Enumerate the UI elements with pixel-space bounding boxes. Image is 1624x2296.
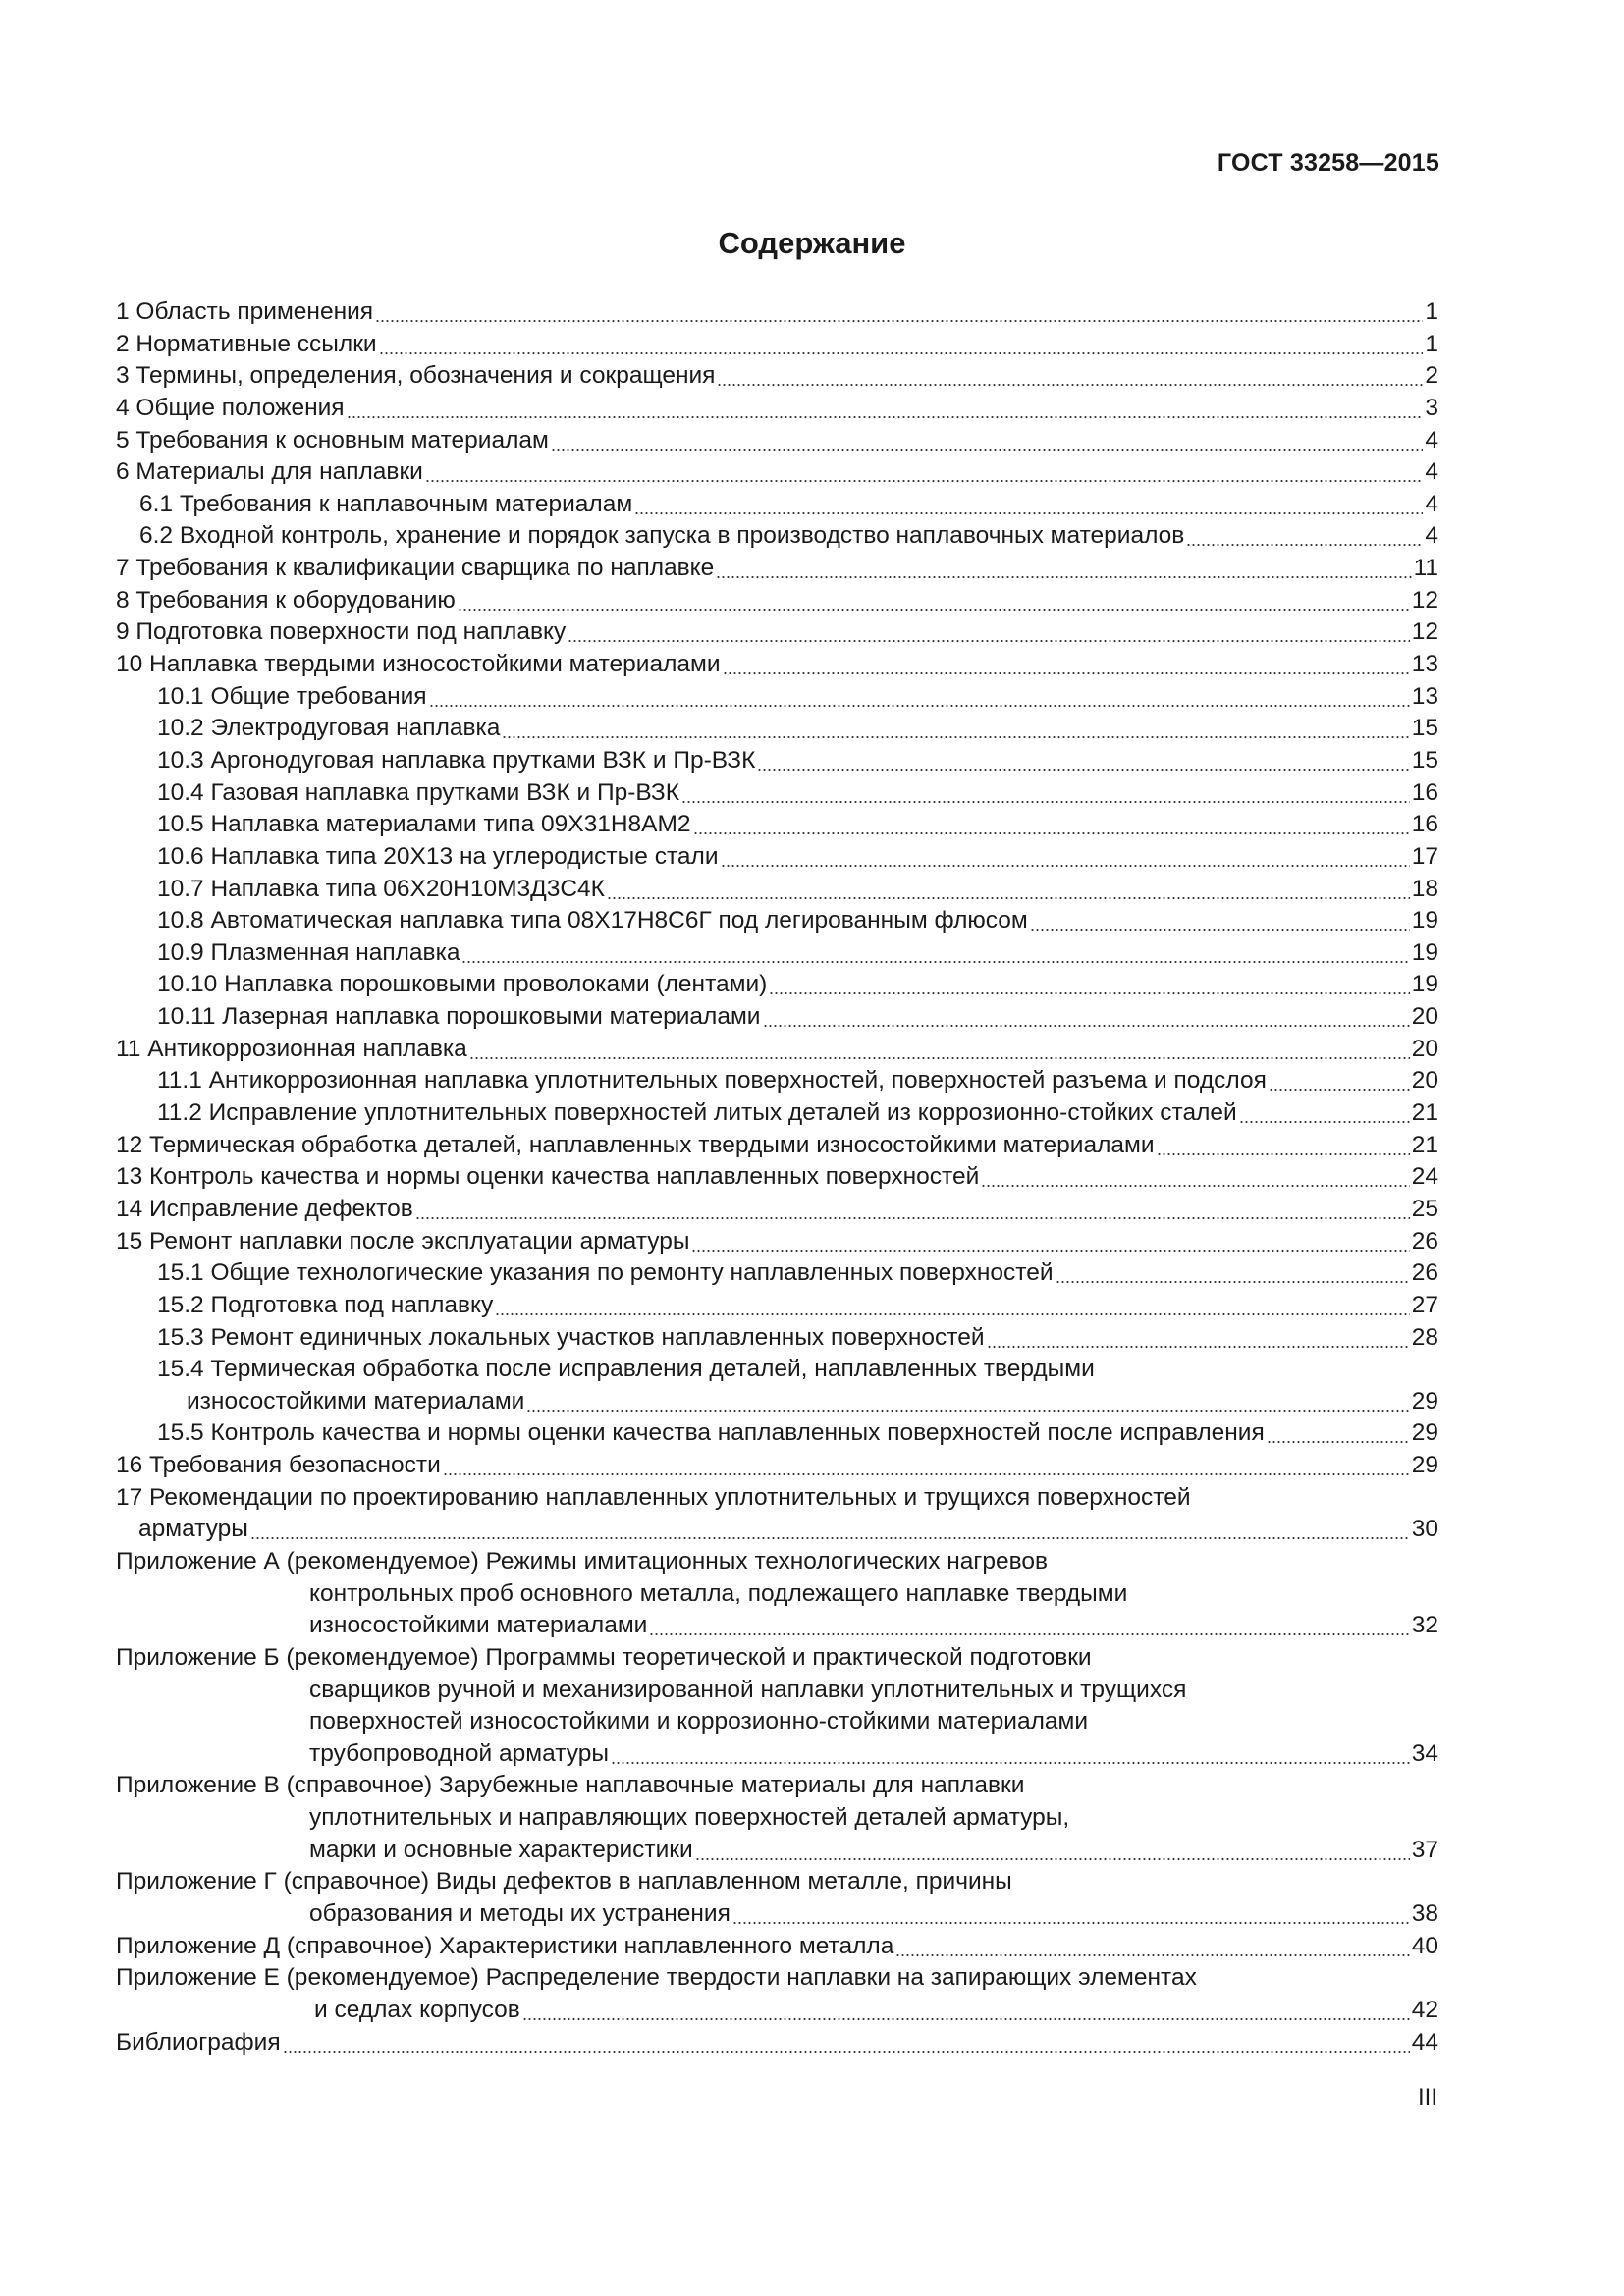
toc-entry-title: 15 Ремонт наплавки после эксплуатации арматуры	[116, 1227, 690, 1255]
toc-line	[116, 393, 1438, 425]
toc-entry[interactable]	[116, 489, 1438, 521]
toc-line	[116, 1802, 1438, 1835]
toc-entry[interactable]	[116, 1065, 1438, 1097]
toc-entry[interactable]	[116, 393, 1438, 425]
toc-entry[interactable]	[116, 905, 1438, 937]
toc-page-number: 4	[1425, 522, 1438, 550]
toc-entry-title: 16 Требования безопасности	[116, 1452, 441, 1479]
toc-line	[116, 681, 1438, 714]
dot-leader	[526, 1386, 1409, 1418]
dot-leader	[987, 1322, 1410, 1355]
dot-leader	[649, 1610, 1409, 1642]
dot-leader	[981, 1161, 1409, 1194]
toc-page-number: 13	[1411, 682, 1438, 710]
toc-page-number: 37	[1411, 1836, 1438, 1863]
toc-entry[interactable]	[116, 520, 1438, 553]
toc-line	[116, 1931, 1438, 1963]
toc-page-number: 1	[1425, 330, 1438, 357]
toc-entry-title: 17 Рекомендации по проектированию наплавленных уплотнительных и трущихся поверхностей	[116, 1483, 1191, 1511]
toc-page-number: 26	[1411, 1227, 1438, 1255]
toc-entry-title: марки и основные характеристики	[309, 1836, 693, 1863]
toc-entry-title: 15.3 Ремонт единичных локальных участков наплавленных поверхностей	[157, 1323, 985, 1351]
toc-line	[116, 1898, 1438, 1931]
toc-line	[116, 874, 1438, 906]
toc-entry-title: 6 Материалы для наплавки	[116, 458, 423, 486]
toc-entry[interactable]	[116, 1450, 1438, 1482]
toc-line	[116, 585, 1438, 617]
toc-entry-title: 10.4 Газовая наплавка прутками ВЗК и Пр-ВЗК	[157, 778, 680, 806]
toc-page-number: 15	[1411, 715, 1438, 742]
toc-entry-title: 10.11 Лазерная наплавка порошковыми материалами	[157, 1003, 761, 1031]
toc-line	[116, 1738, 1438, 1771]
toc-entry-title: 7 Требования к квалификации сварщика по наплавке	[116, 555, 715, 582]
toc-page-number: 34	[1411, 1739, 1438, 1767]
toc-page-number: 28	[1411, 1323, 1438, 1351]
dot-leader	[1157, 1130, 1410, 1162]
toc-line	[116, 1001, 1438, 1034]
dot-leader	[443, 1450, 1410, 1482]
toc-page-number: 20	[1411, 1035, 1438, 1062]
toc-line	[116, 456, 1438, 489]
toc-entry[interactable]	[116, 1290, 1438, 1322]
dot-leader	[375, 296, 1423, 329]
toc-entry[interactable]	[116, 1257, 1438, 1290]
dot-leader	[1030, 905, 1410, 937]
toc-entry[interactable]	[116, 1226, 1438, 1258]
toc-page-number: 12	[1411, 586, 1438, 614]
document-code: ГОСТ 33258—2015	[1217, 149, 1439, 177]
toc-entry-title: сварщиков ручной и механизированной наплавки уплотнительных и трущихся	[309, 1676, 1187, 1703]
toc-entry-title: Приложение Б (рекомендуемое) Программы теоретической и практической подготовки	[116, 1643, 1092, 1671]
toc-page-number: 24	[1411, 1163, 1438, 1191]
toc-line	[116, 1257, 1438, 1290]
dot-leader	[429, 681, 1410, 714]
toc-page-number: 29	[1411, 1452, 1438, 1479]
toc-line	[116, 1835, 1438, 1867]
toc-entry-title: уплотнительных и направляющих поверхностей деталей арматуры,	[309, 1804, 1070, 1832]
toc-entry[interactable]	[116, 1161, 1438, 1194]
dot-leader	[611, 1738, 1410, 1771]
dot-leader	[716, 553, 1411, 585]
toc-line	[116, 1194, 1438, 1226]
toc-line	[116, 1995, 1438, 2027]
toc-entry[interactable]	[116, 745, 1438, 777]
toc-entry-title: 10.8 Автоматическая наплавка типа 08Х17Н8С6Г под легированным флюсом	[157, 907, 1028, 934]
toc-page-number: 16	[1411, 778, 1438, 806]
toc-line	[116, 1642, 1438, 1675]
toc-entry[interactable]	[116, 1770, 1438, 1866]
dot-leader	[895, 1931, 1409, 1963]
toc-entry[interactable]	[116, 874, 1438, 906]
toc-line	[116, 937, 1438, 970]
dot-leader	[721, 841, 1410, 874]
toc-entry-title: 10.5 Наплавка материалами типа 09Х31Н8АМ2	[157, 811, 691, 838]
page-number: III	[1417, 2084, 1437, 2110]
toc-line	[116, 1161, 1438, 1194]
toc-entry[interactable]	[116, 2027, 1438, 2059]
toc-entry[interactable]	[116, 1034, 1438, 1066]
toc-entry-title: 12 Термическая обработка деталей, наплавленных твердыми износостойкими материалами	[116, 1131, 1155, 1158]
toc-entry-title: 11.1 Антикоррозионная наплавка уплотнительных поверхностей, поверхностей разъема и подслоя	[157, 1067, 1267, 1095]
toc-entry[interactable]	[116, 329, 1438, 361]
toc-entry[interactable]	[116, 937, 1438, 970]
dot-leader	[691, 1226, 1409, 1258]
toc-line	[116, 553, 1438, 585]
toc-line	[116, 1514, 1438, 1546]
toc-entry-title: 11.2 Исправление уплотнительных поверхностей литых деталей из коррозионно-стойких сталей	[157, 1099, 1237, 1127]
toc-line	[116, 489, 1438, 521]
toc-entry[interactable]	[116, 1194, 1438, 1226]
toc-entry-title: Приложение Г (справочное) Виды дефектов в наплавленном металле, причины	[116, 1868, 1012, 1896]
toc-line	[116, 520, 1438, 553]
toc-entry[interactable]	[116, 1354, 1438, 1417]
toc-page-number: 13	[1411, 651, 1438, 678]
dot-leader	[681, 777, 1410, 810]
toc-entry-title: 10.1 Общие требования	[157, 682, 427, 710]
toc-entry-title: износостойкими материалами	[309, 1612, 648, 1639]
dot-leader	[717, 360, 1423, 393]
toc-line	[116, 1034, 1438, 1066]
toc-page-number: 29	[1411, 1387, 1438, 1415]
toc-entry-title: 8 Требования к оборудованию	[116, 586, 456, 614]
toc-line	[116, 649, 1438, 681]
toc-entry[interactable]	[116, 1962, 1438, 2026]
toc-entry[interactable]	[116, 1001, 1438, 1034]
toc-line	[116, 1065, 1438, 1097]
dot-leader	[732, 1898, 1410, 1931]
dot-leader	[763, 1001, 1410, 1034]
dot-leader	[1267, 1417, 1410, 1450]
toc-entry[interactable]	[116, 585, 1438, 617]
toc-line	[116, 1130, 1438, 1162]
toc-page-number: 27	[1411, 1291, 1438, 1318]
toc-line	[116, 1962, 1438, 1995]
toc-entry-title: Приложение А (рекомендуемое) Режимы имитационных технологических нагревов	[116, 1547, 1048, 1575]
toc-page-number: 19	[1411, 907, 1438, 934]
dot-leader	[551, 425, 1423, 457]
dot-leader	[634, 489, 1423, 521]
toc-line	[116, 1226, 1438, 1258]
toc-line	[116, 969, 1438, 1001]
toc-line	[116, 1450, 1438, 1482]
toc-line	[116, 841, 1438, 874]
toc-page-number: 18	[1411, 875, 1438, 902]
dot-leader	[757, 745, 1409, 777]
toc-entry[interactable]	[116, 616, 1438, 649]
toc-entry-title: 2 Нормативные ссылки	[116, 330, 377, 357]
toc-page-number: 1	[1425, 298, 1438, 325]
toc-page-number: 19	[1411, 938, 1438, 966]
page-title: Содержание	[718, 226, 906, 260]
toc-entry-title: 15.2 Подготовка под наплавку	[157, 1291, 494, 1318]
table-of-contents	[116, 296, 1438, 2058]
toc-line	[116, 296, 1438, 329]
dot-leader	[379, 329, 1424, 361]
toc-page-number: 17	[1411, 842, 1438, 870]
dot-leader	[1056, 1257, 1410, 1290]
toc-entry[interactable]	[116, 456, 1438, 489]
toc-page-number: 20	[1411, 1003, 1438, 1031]
dot-leader	[1186, 520, 1423, 553]
toc-entry-title: 6.2 Входной контроль, хранение и порядок запуска в производство наплавочных материалов	[139, 522, 1185, 550]
toc-page-number: 3	[1425, 394, 1438, 421]
toc-entry[interactable]	[116, 1546, 1438, 1642]
toc-entry[interactable]	[116, 1322, 1438, 1355]
toc-entry-title: 10.2 Электродуговая наплавка	[157, 715, 501, 742]
toc-entry[interactable]	[116, 360, 1438, 393]
toc-entry-title: Приложение Е (рекомендуемое) Распределение твердости наплавки на запирающих элементах	[116, 1964, 1197, 1992]
toc-entry-title: 5 Требования к основным материалам	[116, 426, 549, 454]
toc-entry-title: арматуры	[138, 1516, 248, 1543]
toc-line	[116, 1706, 1438, 1738]
toc-entry-title: образования и методы их устранения	[309, 1900, 731, 1928]
dot-leader	[693, 809, 1410, 841]
toc-entry-title: 6.1 Требования к наплавочным материалам	[139, 490, 633, 517]
toc-line	[116, 745, 1438, 777]
toc-page-number: 4	[1425, 458, 1438, 486]
dot-leader	[347, 393, 1424, 425]
toc-line	[116, 1482, 1438, 1515]
toc-page-number: 32	[1411, 1612, 1438, 1639]
toc-entry[interactable]	[116, 1417, 1438, 1450]
toc-entry[interactable]	[116, 1097, 1438, 1130]
toc-entry[interactable]	[116, 841, 1438, 874]
dot-leader	[495, 1290, 1409, 1322]
toc-line	[116, 2027, 1438, 2059]
toc-page-number: 4	[1425, 426, 1438, 454]
toc-page-number: 19	[1411, 971, 1438, 998]
toc-line	[116, 809, 1438, 841]
toc-entry-title: поверхностей износостойкими и коррозионно-стойкими материалами	[309, 1708, 1089, 1735]
dot-leader	[458, 585, 1410, 617]
dot-leader	[607, 874, 1410, 906]
toc-entry-title: 10.7 Наплавка типа 06Х20Н10М3Д3С4К	[157, 875, 605, 902]
toc-line	[116, 616, 1438, 649]
dot-leader	[723, 649, 1410, 681]
toc-entry[interactable]	[116, 809, 1438, 841]
dot-leader	[769, 969, 1409, 1001]
toc-line	[116, 777, 1438, 810]
toc-line	[116, 1354, 1438, 1386]
toc-entry-title: трубопроводной арматуры	[309, 1739, 609, 1767]
toc-entry-title: 15.4 Термическая обработка после исправления деталей, наплавленных твердыми	[157, 1356, 1095, 1383]
dot-leader	[425, 456, 1424, 489]
toc-page-number: 12	[1411, 618, 1438, 646]
toc-line	[116, 425, 1438, 457]
toc-entry-title: 13 Контроль качества и нормы оценки качества наплавленных поверхностей	[116, 1163, 980, 1191]
toc-entry[interactable]	[116, 1642, 1438, 1771]
toc-entry[interactable]	[116, 553, 1438, 585]
toc-line	[116, 1290, 1438, 1322]
toc-entry[interactable]	[116, 425, 1438, 457]
toc-page-number: 44	[1411, 2028, 1438, 2056]
toc-entry-title: 10.9 Плазменная наплавка	[157, 938, 460, 966]
toc-page-number: 42	[1411, 1996, 1438, 2023]
toc-line	[116, 1097, 1438, 1130]
toc-entry[interactable]	[116, 1130, 1438, 1162]
toc-entry-title: 10.10 Наплавка порошковыми проволоками (лентами)	[157, 971, 768, 998]
toc-entry-title: 9 Подготовка поверхности под наплавку	[116, 618, 567, 646]
dot-leader	[469, 1034, 1410, 1066]
toc-entry-title: Библиография	[116, 2028, 281, 2056]
toc-line	[116, 1322, 1438, 1355]
toc-line	[116, 1675, 1438, 1707]
toc-entry-title: Приложение В (справочное) Зарубежные наплавочные материалы для наплавки	[116, 1772, 1025, 1799]
toc-entry[interactable]	[116, 1866, 1438, 1930]
toc-page-number: 38	[1411, 1900, 1438, 1928]
toc-page-number: 29	[1411, 1419, 1438, 1447]
toc-entry-title: и седлах корпусов	[314, 1996, 520, 2023]
toc-entry-title: 10.6 Наплавка типа 20Х13 на углеродистые стали	[157, 842, 719, 870]
toc-entry-title: 4 Общие положения	[116, 394, 345, 421]
toc-page-number: 25	[1411, 1195, 1438, 1222]
toc-line	[116, 1866, 1438, 1898]
dot-leader	[502, 713, 1409, 745]
toc-entry-title: контрольных проб основного металла, подлежащего наплавке твердыми	[309, 1579, 1128, 1607]
toc-entry-title: 10 Наплавка твердыми износостойкими материалами	[116, 651, 721, 678]
toc-page-number: 26	[1411, 1259, 1438, 1287]
toc-line	[116, 1417, 1438, 1450]
dot-leader	[1269, 1065, 1410, 1097]
dot-leader	[1239, 1097, 1410, 1130]
toc-page-number: 21	[1411, 1099, 1438, 1127]
toc-entry-title: 3 Термины, определения, обозначения и сокращения	[116, 362, 716, 390]
toc-line	[116, 713, 1438, 745]
toc-line	[116, 329, 1438, 361]
toc-entry[interactable]	[116, 1931, 1438, 1963]
toc-entry-title: износостойкими материалами	[187, 1387, 525, 1415]
toc-entry[interactable]	[116, 777, 1438, 810]
toc-entry[interactable]	[116, 649, 1438, 681]
toc-entry[interactable]	[116, 969, 1438, 1001]
toc-entry-title: 15.1 Общие технологические указания по ремонту наплавленных поверхностей	[157, 1259, 1054, 1287]
toc-page-number: 16	[1411, 811, 1438, 838]
toc-line	[116, 905, 1438, 937]
dot-leader	[461, 937, 1409, 970]
toc-page-number: 15	[1411, 746, 1438, 774]
dot-leader	[695, 1835, 1410, 1867]
toc-entry-title: 1 Область применения	[116, 298, 374, 325]
toc-page-number: 40	[1411, 1932, 1438, 1959]
toc-line	[116, 360, 1438, 393]
toc-page-number: 2	[1425, 362, 1438, 390]
toc-line	[116, 1546, 1438, 1578]
toc-entry[interactable]	[116, 1482, 1438, 1546]
toc-entry-title: 11 Антикоррозионная наплавка	[116, 1035, 467, 1062]
dot-leader	[522, 1995, 1410, 2027]
toc-line	[116, 1386, 1438, 1418]
toc-entry-title: 14 Исправление дефектов	[116, 1195, 413, 1222]
toc-entry-title: Приложение Д (справочное) Характеристики наплавленного металла	[116, 1932, 894, 1959]
dot-leader	[283, 2027, 1410, 2059]
toc-line	[116, 1578, 1438, 1611]
toc-page-number: 20	[1411, 1067, 1438, 1095]
toc-page-number: 11	[1413, 555, 1438, 582]
toc-entry[interactable]	[116, 713, 1438, 745]
toc-line	[116, 1770, 1438, 1802]
toc-entry-title: 15.5 Контроль качества и нормы оценки качества наплавленных поверхностей после исправления	[157, 1419, 1265, 1447]
toc-entry[interactable]	[116, 296, 1438, 329]
toc-entry-title: 10.3 Аргонодуговая наплавка прутками ВЗК и Пр-ВЗК	[157, 746, 756, 774]
toc-page-number: 21	[1411, 1131, 1438, 1158]
dot-leader	[250, 1514, 1410, 1546]
toc-line	[116, 1610, 1438, 1642]
dot-leader	[415, 1194, 1410, 1226]
dot-leader	[568, 616, 1410, 649]
toc-page-number: 30	[1411, 1516, 1438, 1543]
toc-page-number: 4	[1425, 490, 1438, 517]
toc-entry[interactable]	[116, 681, 1438, 714]
